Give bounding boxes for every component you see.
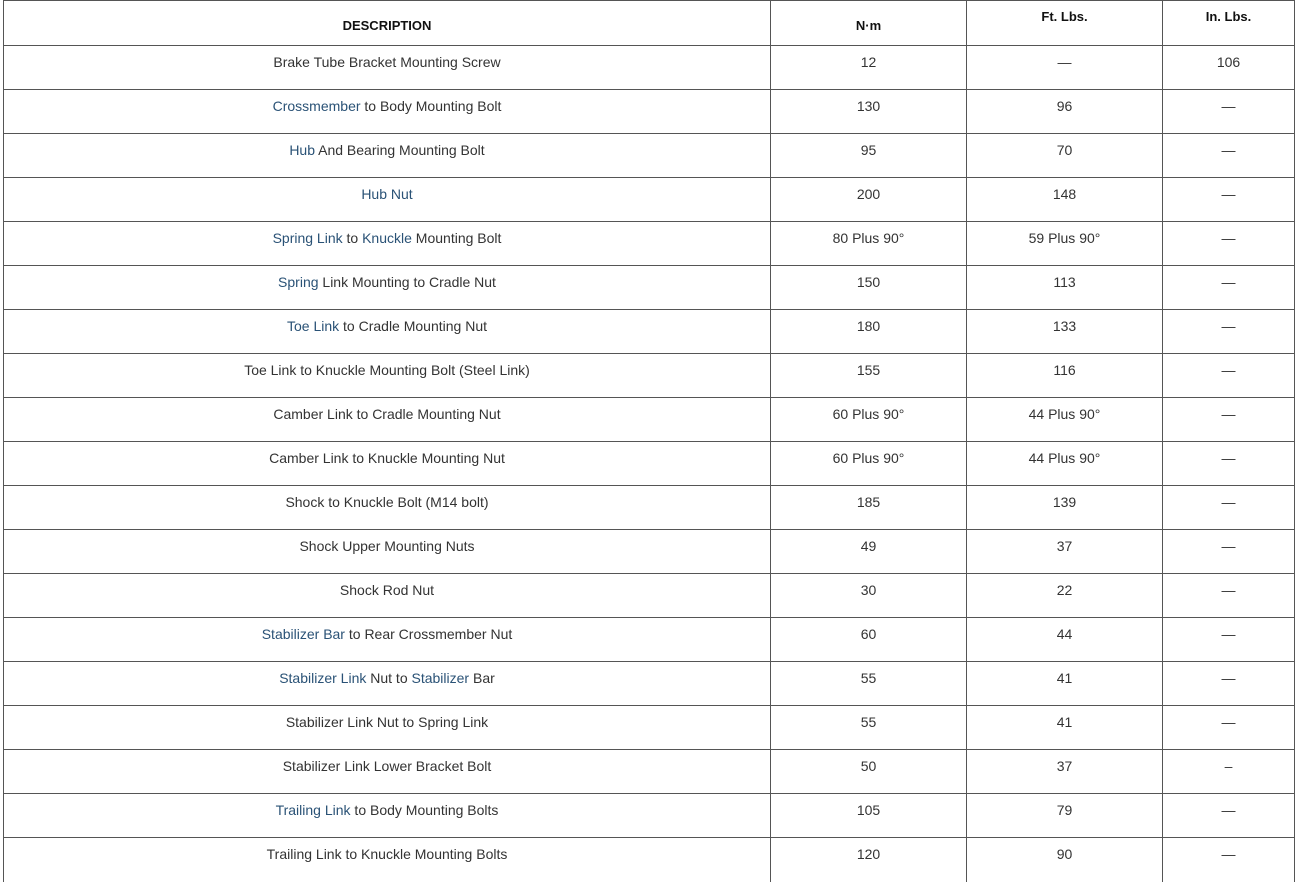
cell-nm: 130 xyxy=(771,90,967,134)
cell-in-lbs: — xyxy=(1163,794,1295,838)
cell-in-lbs: — xyxy=(1163,706,1295,750)
description-text: to xyxy=(342,230,363,246)
cell-in-lbs: — xyxy=(1163,354,1295,398)
table-row xyxy=(4,46,1295,90)
cell-description xyxy=(4,706,771,750)
table-row xyxy=(4,90,1295,134)
cell-ft-lbs: 59 Plus 90° xyxy=(967,222,1163,266)
cell-in-lbs: — xyxy=(1163,222,1295,266)
description-text: Brake Tube Bracket Mounting Screw xyxy=(273,54,501,70)
header-nm: N·m xyxy=(771,1,967,46)
cell-ft-lbs: 70 xyxy=(967,134,1163,178)
cell-ft-lbs: — xyxy=(967,46,1163,90)
cell-in-lbs: — xyxy=(1163,266,1295,310)
description-text: And Bearing Mounting Bolt xyxy=(315,142,485,158)
cell-in-lbs: — xyxy=(1163,530,1295,574)
table-header xyxy=(4,1,1295,46)
cell-description xyxy=(4,46,771,90)
table-row xyxy=(4,794,1295,838)
cell-nm: 200 xyxy=(771,178,967,222)
cell-nm: 150 xyxy=(771,266,967,310)
cell-nm: 12 xyxy=(771,46,967,90)
description-text: Camber Link to Knuckle Mounting Nut xyxy=(269,450,505,466)
cell-in-lbs: — xyxy=(1163,90,1295,134)
cell-nm: 80 Plus 90° xyxy=(771,222,967,266)
table-row xyxy=(4,838,1295,882)
cell-description xyxy=(4,442,771,486)
cell-ft-lbs: 139 xyxy=(967,486,1163,530)
table-row xyxy=(4,178,1295,222)
table-row xyxy=(4,398,1295,442)
description-link[interactable]: Spring xyxy=(278,274,319,290)
cell-nm: 105 xyxy=(771,794,967,838)
cell-nm: 50 xyxy=(771,750,967,794)
cell-description xyxy=(4,266,771,310)
description-text: to Cradle Mounting Nut xyxy=(339,318,487,334)
cell-description xyxy=(4,222,771,266)
cell-description xyxy=(4,354,771,398)
torque-spec-table xyxy=(3,0,1295,882)
cell-ft-lbs: 37 xyxy=(967,530,1163,574)
cell-ft-lbs: 41 xyxy=(967,706,1163,750)
description-text: Stabilizer Link Nut to Spring Link xyxy=(285,714,489,730)
cell-ft-lbs: 41 xyxy=(967,662,1163,706)
table-row xyxy=(4,134,1295,178)
description-text: Shock to Knuckle Bolt (M14 bolt) xyxy=(285,494,489,510)
description-link[interactable]: Hub Nut xyxy=(361,186,413,202)
cell-nm: 49 xyxy=(771,530,967,574)
table-row xyxy=(4,530,1295,574)
table-row xyxy=(4,662,1295,706)
cell-nm: 180 xyxy=(771,310,967,354)
cell-in-lbs: — xyxy=(1163,486,1295,530)
cell-nm: 55 xyxy=(771,706,967,750)
cell-description xyxy=(4,178,771,222)
cell-in-lbs: — xyxy=(1163,310,1295,354)
table-row xyxy=(4,486,1295,530)
cell-nm: 185 xyxy=(771,486,967,530)
cell-ft-lbs: 96 xyxy=(967,90,1163,134)
description-link[interactable]: Knuckle xyxy=(362,230,412,246)
table-row xyxy=(4,354,1295,398)
table-row xyxy=(4,442,1295,486)
cell-in-lbs: 106 xyxy=(1163,46,1295,90)
cell-ft-lbs: 90 xyxy=(967,838,1163,882)
cell-description xyxy=(4,398,771,442)
description-text: Shock Upper Mounting Nuts xyxy=(299,538,475,554)
cell-in-lbs: – xyxy=(1163,750,1295,794)
description-link[interactable]: Stabilizer Link xyxy=(279,670,367,686)
cell-in-lbs: — xyxy=(1163,662,1295,706)
cell-ft-lbs: 44 Plus 90° xyxy=(967,442,1163,486)
description-link[interactable]: Hub xyxy=(289,142,315,158)
table-row xyxy=(4,222,1295,266)
description-text: Nut to xyxy=(366,670,412,686)
cell-in-lbs: — xyxy=(1163,134,1295,178)
cell-nm: 120 xyxy=(771,838,967,882)
cell-nm: 95 xyxy=(771,134,967,178)
description-text: Camber Link to Cradle Mounting Nut xyxy=(273,406,501,422)
cell-ft-lbs: 113 xyxy=(967,266,1163,310)
cell-description xyxy=(4,662,771,706)
header-ft-lbs: Ft. Lbs. xyxy=(967,1,1163,46)
description-text: Shock Rod Nut xyxy=(339,582,435,598)
cell-description xyxy=(4,838,771,882)
cell-in-lbs: — xyxy=(1163,574,1295,618)
table-row xyxy=(4,706,1295,750)
cell-ft-lbs: 22 xyxy=(967,574,1163,618)
description-text: Bar xyxy=(469,670,495,686)
cell-ft-lbs: 148 xyxy=(967,178,1163,222)
cell-description xyxy=(4,310,771,354)
cell-description xyxy=(4,618,771,662)
cell-description xyxy=(4,794,771,838)
cell-nm: 60 xyxy=(771,618,967,662)
description-text: Link Mounting to Cradle Nut xyxy=(318,274,496,290)
cell-nm: 55 xyxy=(771,662,967,706)
cell-nm: 155 xyxy=(771,354,967,398)
header-row xyxy=(4,1,1295,46)
cell-in-lbs: — xyxy=(1163,398,1295,442)
cell-in-lbs: — xyxy=(1163,618,1295,662)
description-text: Toe Link to Knuckle Mounting Bolt (Steel Link) xyxy=(244,362,530,378)
description-link[interactable]: Stabilizer Bar xyxy=(261,626,345,642)
cell-ft-lbs: 79 xyxy=(967,794,1163,838)
cell-description xyxy=(4,90,771,134)
table-row xyxy=(4,574,1295,618)
cell-nm: 60 Plus 90° xyxy=(771,398,967,442)
cell-ft-lbs: 44 xyxy=(967,618,1163,662)
cell-nm: 60 Plus 90° xyxy=(771,442,967,486)
description-text: to Body Mounting Bolt xyxy=(360,98,502,114)
header-in-lbs: In. Lbs. xyxy=(1163,1,1295,46)
header-description: DESCRIPTION xyxy=(4,1,771,46)
cell-description xyxy=(4,574,771,618)
cell-ft-lbs: 44 Plus 90° xyxy=(967,398,1163,442)
cell-description xyxy=(4,486,771,530)
description-text: Stabilizer Link Lower Bracket Bolt xyxy=(282,758,492,774)
table-row xyxy=(4,310,1295,354)
cell-ft-lbs: 116 xyxy=(967,354,1163,398)
description-link[interactable]: Spring Link xyxy=(272,230,343,246)
table-row xyxy=(4,266,1295,310)
cell-description xyxy=(4,134,771,178)
cell-in-lbs: — xyxy=(1163,838,1295,882)
description-text: Mounting Bolt xyxy=(411,230,502,246)
table-row xyxy=(4,750,1295,794)
cell-in-lbs: — xyxy=(1163,178,1295,222)
table-row xyxy=(4,618,1295,662)
description-link[interactable]: Stabilizer xyxy=(411,670,470,686)
description-text: Trailing Link to Knuckle Mounting Bolts xyxy=(266,846,508,862)
description-link[interactable]: Trailing Link xyxy=(275,802,351,818)
description-text: to Rear Crossmember Nut xyxy=(344,626,513,642)
cell-description xyxy=(4,750,771,794)
cell-in-lbs: — xyxy=(1163,442,1295,486)
description-link[interactable]: Crossmember xyxy=(272,98,361,114)
cell-ft-lbs: 37 xyxy=(967,750,1163,794)
description-link[interactable]: Toe Link xyxy=(286,318,340,334)
description-text: to Body Mounting Bolts xyxy=(350,802,499,818)
cell-nm: 30 xyxy=(771,574,967,618)
cell-ft-lbs: 133 xyxy=(967,310,1163,354)
table-body xyxy=(4,46,1295,882)
cell-description xyxy=(4,530,771,574)
